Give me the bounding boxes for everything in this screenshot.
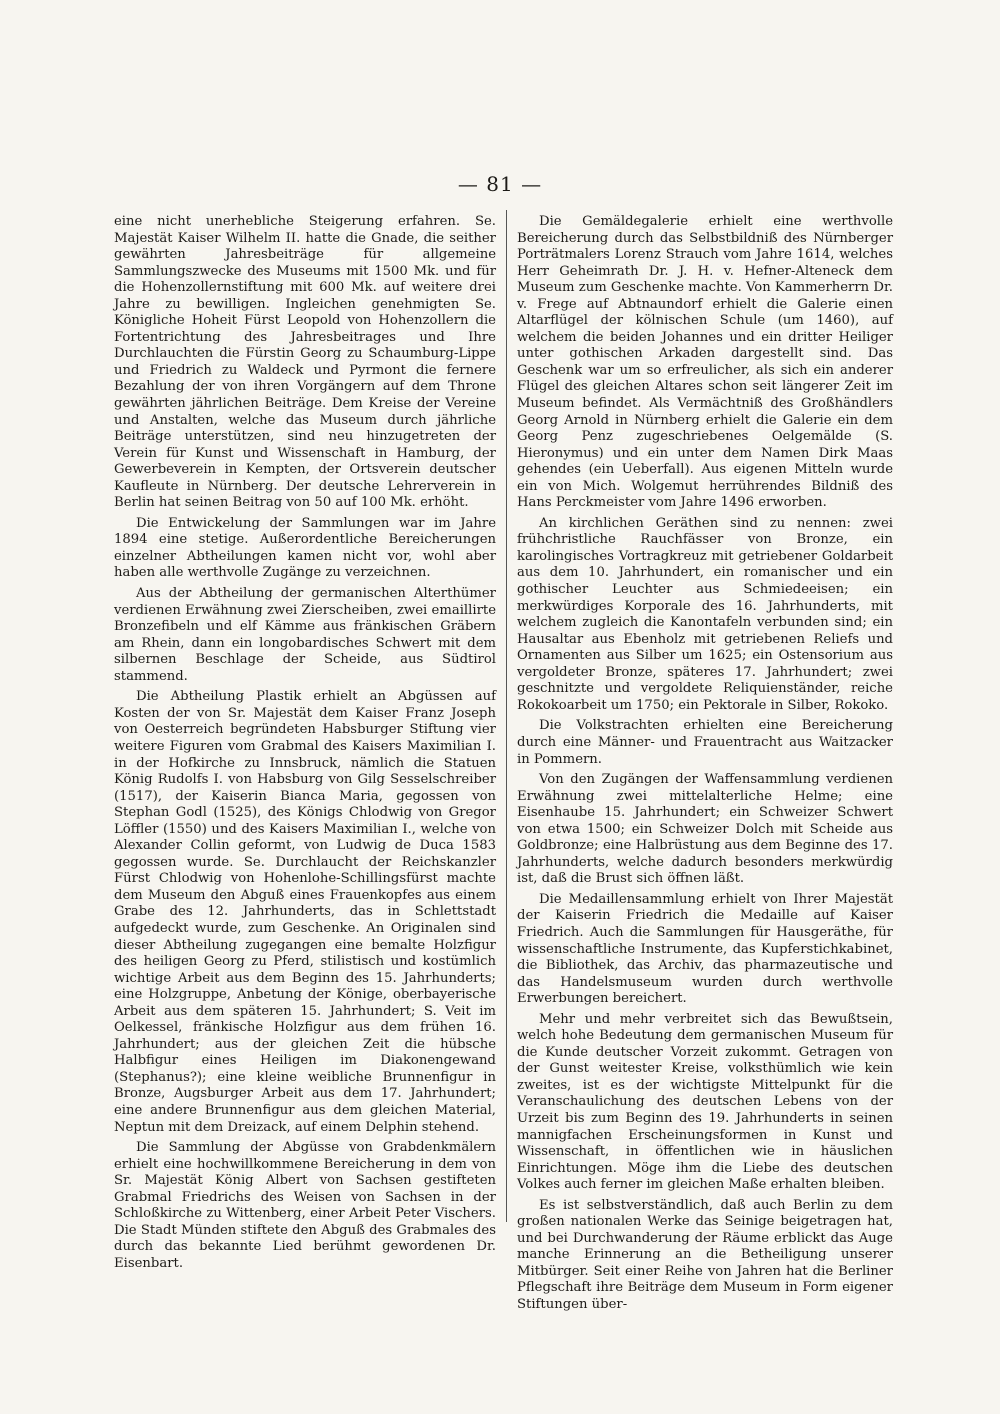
right-column [517,214,893,1318]
paragraph: Die Volkstrachten erhielten eine Bereicherung durch eine Männer- und Frauentracht aus Waitzacker in Pommern. [517,718,893,767]
paragraph: An kirchlichen Geräthen sind zu nennen: zwei frühchristliche Rauchfässer von Bronze, ein karolingisches Vortragkreuz mit getriebener Goldarbeit aus dem 10. Jahrhundert, ein romanischer und ein gothischer Leuchter aus Schmiedeeisen; ein merkwürdiges Korporale des 16. Jahrhunderts, mit welchem zugleich die Kanontafeln verbunden sind; ein Hausaltar aus Ebenholz mit getriebenen Reliefs und Ornamenten aus Silber um 1625; ein Ostensorium aus vergoldeter Bronze, späteres 17. Jahrhundert; zwei geschnitzte und vergoldete Reliquienständer, reiche Rokokoarbeit um 1750; ein Pektorale in Silber, Rokoko. [517,515,893,713]
paragraph: Die Gemäldegalerie erhielt eine werthvolle Bereicherung durch das Selbstbildniß des Nürnberger Porträtmalers Lorenz Strauch vom Jahre 1614, welches Herr Geheimrath Dr. J. H. v. Hefner-Alteneck dem Museum zum Geschenke machte. Von Kammerherrn Dr. v. Frege auf Abtnaundorf erhielt die Galerie einen Altarflügel der kölnischen Schule (um 1460), auf welchem die beiden Johannes und ein dritter Heiliger unter gothischen Arkaden dargestellt sind. Das Geschenk war um so erfreulicher, als sich ein anderer Flügel des gleichen Altares schon seit längerer Zeit im Museum befindet. Als Vermächtniß des Großhändlers Georg Arnold in Nürnberg erhielt die Galerie ein dem Georg Penz zugeschriebenes Oelgemälde (S. Hieronymus) und ein unter dem Namen Dirk Maas gehendes (ein Ueberfall). Aus eigenen Mitteln wurde ein von Mich. Wolgemut herrührendes Bildniß des Hans Perckmeister vom Jahre 1496 erworben. [517,214,893,511]
column-divider [506,210,507,1222]
left-column [114,214,496,1276]
page-number: — 81 — [457,172,543,196]
paragraph: Mehr und mehr verbreitet sich das Bewußtsein, welch hohe Bedeutung dem germanischen Museum für die Kunde deutscher Vorzeit zukommt. Getragen von der Gunst weitester Kreise, volksthümlich wie kein zweites, ist es der wichtigste Mittelpunkt für die Veranschaulichung des deutschen Lebens von der Urzeit bis zum Beginn des 19. Jahrhunderts in seinen mannigfachen Erscheinungsformen in Kunst und Wissenschaft, in öffentlichen wie in häuslichen Einrichtungen. Möge ihm die Liebe des deutschen Volkes auch ferner im gleichen Maße erhalten bleiben. [517,1011,893,1193]
paragraph: Die Sammlung der Abgüsse von Grabdenkmälern erhielt eine hochwillkommene Bereicherung in dem von Sr. Majestät König Albert von Sachsen gestifteten Grabmal Friedrichs des Weisen von Sachsen in der Schloßkirche zu Wittenberg, einer Arbeit Peter Vischers. Die Stadt Münden stiftete den Abguß des Grabmales des durch das bekannte Lied berühmt gewordenen Dr. Eisenbart. [114,1140,496,1271]
paragraph: Von den Zugängen der Waffensammlung verdienen Erwähnung zwei mittelalterliche Helme; eine Eisenhaube 15. Jahrhundert; ein Schweizer Schwert von etwa 1500; ein Schweizer Dolch mit Scheide aus Goldbronze; eine Halbrüstung aus dem Beginne des 17. Jahrhunderts, welche dadurch besonders merkwürdig ist, daß die Brust sich öffnen läßt. [517,772,893,887]
paragraph: Es ist selbstverständlich, daß auch Berlin zu dem großen nationalen Werke das Seinige beigetragen hat, und bei Durchwanderung der Räume erblickt das Auge manche Erinnerung an die Betheiligung unserer Mitbürger. Seit einer Reihe von Jahren hat die Berliner Pflegschaft ihre Beiträge dem Museum in Form eigener Stiftungen über- [517,1197,893,1312]
paragraph: Die Medaillensammlung erhielt von Ihrer Majestät der Kaiserin Friedrich die Medaille auf Kaiser Friedrich. Auch die Sammlungen für Hausgeräthe, für wissenschaftliche Instrumente, das Kupferstichkabinet, die Bibliothek, das Archiv, das pharmazeutische und das Handelsmuseum wurden durch werthvolle Erwerbungen bereichert. [517,891,893,1007]
paragraph: Die Abtheilung Plastik erhielt an Abgüssen auf Kosten der von Sr. Majestät dem Kaiser Franz Joseph von Oesterreich begründeten Habsburger Stiftung vier weitere Figuren vom Grabmal des Kaisers Maximilian I. in der Hofkirche zu Innsbruck, nämlich die Statuen König Rudolfs I. von Habsburg von Gilg Sesselschreiber (1517), der Kaiserin Bianca Maria, gegossen von Stephan Godl (1525), des Königs Chlodwig von Gregor Löffler (1550) und des Kaisers Maximilian I., welche von Alexander Collin geformt, von Ludwig de Duca 1583 gegossen wurde. Se. Durchlaucht der Reichskanzler Fürst Chlodwig von Hohenlohe-Schillingsfürst machte dem Museum den Abguß eines Frauenkopfes aus einem Grabe des 12. Jahrhunderts, das in Schlettstadt aufgedeckt wurde, zum Geschenke. An Originalen sind dieser Abtheilung zugegangen eine bemalte Holzfigur des heiligen Georg zu Pferd, stilistisch und kostümlich wichtige Arbeit aus dem Beginn des 15. Jahrhunderts; eine Holzgruppe, Anbetung der Könige, oberbayerische Arbeit aus dem späteren 15. Jahrhundert; S. Veit im Oelkessel, fränkische Holzfigur aus dem frühen 16. Jahrhundert; aus der gleichen Zeit die hübsche Halbfigur eines Heiligen im Diakonengewand (Stephanus?); eine kleine weibliche Brunnenfigur in Bronze, Augsburger Arbeit aus dem 17. Jahrhundert; eine andere Brunnenfigur aus dem gleichen Material, Neptun mit dem Dreizack, auf einem Delphin stehend. [114,689,496,1135]
paragraph: Die Entwickelung der Sammlungen war im Jahre 1894 eine stetige. Außerordentliche Bereicherungen einzelner Abtheilungen kamen nicht vor, wohl aber haben alle werthvolle Zugänge zu verzeichnen. [114,515,496,581]
paragraph: eine nicht unerhebliche Steigerung erfahren. Se. Majestät Kaiser Wilhelm II. hatte die Gnade, die seither gewährten Jahresbeiträge für allgemeine Sammlungszwecke des Museums mit 1500 Mk. und für die Hohenzollernstiftung mit 600 Mk. auf weitere drei Jahre zu bewilligen. Ingleichen genehmigten Se. Königliche Hoheit Fürst Leopold von Hohenzollern die Fortentrichtung des Jahresbeitrages und Ihre Durchlauchten die Fürstin Georg zu Schaumburg-Lippe und Friedrich zu Waldeck und Pyrmont die fernere Bezahlung der von ihren Vorgängern auf dem Throne gewährten jährlichen Beiträge. Dem Kreise der Vereine und Anstalten, welche das Museum durch jährliche Beiträge unterstützen, sind neu hinzugetreten der Verein für Kunst und Wissenschaft in Hamburg, der Gewerbeverein in Kempten, der Ortsverein deutscher Kaufleute in Nürnberg. Der deutsche Lehrerverein in Berlin hat seinen Beitrag von 50 auf 100 Mk. erhöht. [114,214,496,511]
paragraph: Aus der Abtheilung der germanischen Alterthümer verdienen Erwähnung zwei Zierscheiben, zwei emaillirte Bronzefibeln und elf Kämme aus fränkischen Gräbern am Rhein, dann ein longobardisches Schwert mit dem silbernen Beschlage der Scheide, aus Südtirol stammend. [114,586,496,684]
